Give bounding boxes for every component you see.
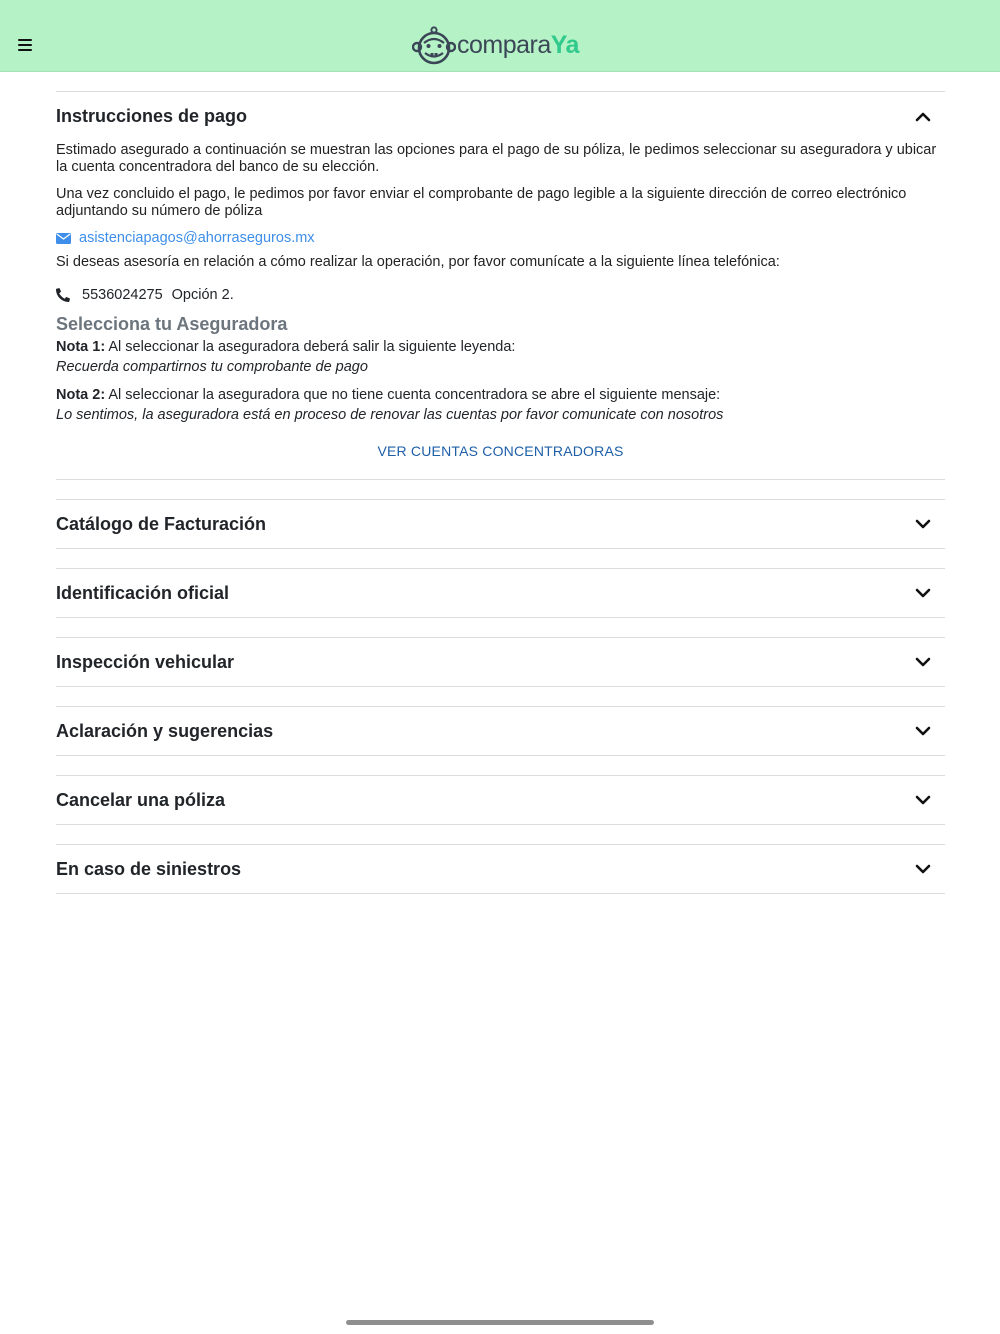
envelope-icon — [56, 233, 71, 244]
payment-instructions-section — [56, 91, 945, 480]
section-title: Inspección vehicular — [56, 652, 235, 672]
brand-name: comparaYa — [457, 31, 579, 59]
section-title: Cancelar una póliza — [56, 790, 226, 810]
section-clarifications[interactable] — [56, 706, 945, 756]
view-accounts-button[interactable]: VER CUENTAS CONCENTRADORAS — [377, 443, 624, 459]
section-official-id[interactable] — [56, 568, 945, 618]
section-title: Identificación oficial — [56, 583, 230, 603]
section-title: En caso de siniestros — [56, 859, 242, 879]
select-insurer-heading: Selecciona tu Aseguradora — [56, 314, 288, 334]
payment-instructions-text: Una vez concluido el pago, le pedimos por favor enviar el comprobante de pago legible a la siguiente dirección de correo electrónico adjuntando su número de póliza — [56, 186, 907, 219]
brand-logo[interactable] — [412, 26, 579, 68]
chevron-down-icon[interactable] — [915, 863, 931, 875]
section-title: Aclaración y sugerencias — [56, 721, 274, 741]
payment-instructions-header[interactable] — [56, 92, 945, 142]
top-navbar — [0, 0, 1000, 72]
email-row — [56, 228, 945, 248]
hamburger-icon[interactable] — [18, 39, 32, 51]
note-1-text: Al seleccionar la aseguradora deberá salir la siguiente leyenda: — [105, 339, 516, 355]
note-2-label: Nota 2: — [56, 387, 106, 403]
section-vehicle-inspection[interactable] — [56, 637, 945, 687]
chevron-down-icon[interactable] — [915, 587, 931, 599]
note-2 — [56, 385, 945, 405]
chevron-down-icon[interactable] — [915, 794, 931, 806]
main-content — [56, 91, 945, 894]
section-claims[interactable] — [56, 844, 945, 894]
note-1 — [56, 337, 945, 357]
advice-text: Si deseas asesoría en relación a cómo realizar la operación, por favor comunícate a la siguiente línea telefónica: — [56, 254, 780, 270]
phone-row — [56, 285, 945, 305]
home-indicator[interactable] — [346, 1320, 654, 1325]
email-link[interactable]: asistenciapagos@ahorraseguros.mx — [79, 230, 315, 246]
section-cancel-policy[interactable] — [56, 775, 945, 825]
chevron-down-icon[interactable] — [915, 518, 931, 530]
chevron-down-icon[interactable] — [915, 656, 931, 668]
section-title: Catálogo de Facturación — [56, 514, 267, 534]
phone-number[interactable]: 5536024275 — [82, 287, 163, 303]
note-2-text: Al seleccionar la aseguradora que no tiene cuenta concentradora se abre el siguiente mensaje: — [105, 387, 721, 403]
note-2-quote: Lo sentimos, la aseguradora está en proceso de renovar las cuentas por favor comunicate con nosotros — [56, 407, 724, 423]
section-title: Instrucciones de pago — [56, 106, 248, 126]
note-1-quote: Recuerda compartirnos tu comprobante de pago — [56, 359, 368, 375]
phone-icon — [56, 288, 70, 302]
monkey-logo-icon — [412, 26, 456, 68]
payment-intro-text: Estimado asegurado a continuación se muestran las opciones para el pago de su póliza, le pedimos seleccionar su aseguradora y ubicar la cuenta concentradora del banco de su elección. — [56, 142, 937, 175]
phone-option: Opción 2. — [171, 287, 234, 303]
note-1-label: Nota 1: — [56, 339, 106, 355]
chevron-up-icon[interactable] — [915, 111, 931, 123]
section-billing-catalog[interactable] — [56, 499, 945, 549]
chevron-down-icon[interactable] — [915, 725, 931, 737]
